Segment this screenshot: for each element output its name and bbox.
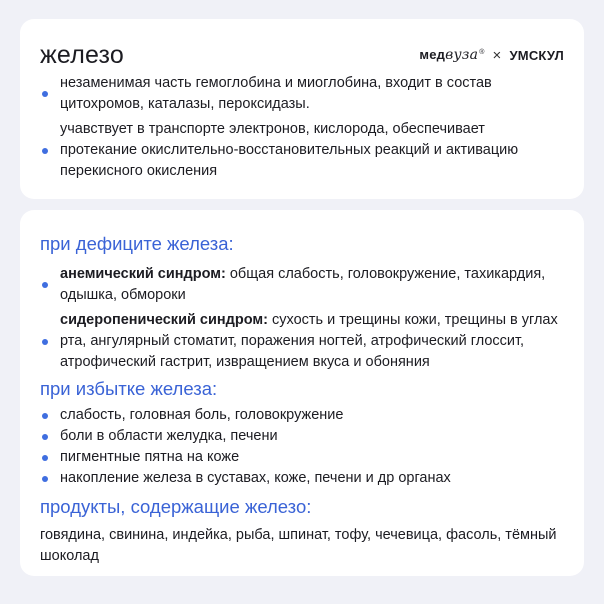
list-item: пигментные пятна на коже xyxy=(40,447,564,468)
details-card xyxy=(20,210,584,576)
list-item: анемический синдром: общая слабость, головокружение, тахикардия, одышка, обмороки xyxy=(40,264,564,306)
deficiency-list xyxy=(40,264,564,373)
bullet-icon xyxy=(42,91,48,97)
item-term: сидеропенический синдром: xyxy=(60,312,268,328)
list-item: учавствует в транспорте электронов, кислорода, обеспечивает протекание окислительно-восстановительных реакций и активацию перекисного окисления xyxy=(40,119,564,182)
deficiency-title: при дефиците железа: xyxy=(40,233,234,254)
excess-list xyxy=(40,405,564,489)
bullet-icon xyxy=(42,476,48,482)
functions-card xyxy=(20,19,584,199)
list-item: боли в области желудка, печени xyxy=(40,426,564,447)
brand-separator: × xyxy=(492,46,502,64)
bullet-icon xyxy=(42,413,48,419)
bullet-icon xyxy=(42,455,48,461)
bullet-icon xyxy=(42,339,48,345)
list-item: слабость, головная боль, головокружение xyxy=(40,405,564,426)
brand-part1: мед xyxy=(419,47,446,62)
brand-part3: УМСКУЛ xyxy=(509,47,564,63)
list-item: незаменимая часть гемоглобина и миоглобина, входит в состав цитохромов, каталазы, пероксидазы. xyxy=(40,73,564,115)
item-term: анемический синдром: xyxy=(60,266,226,282)
bullet-icon xyxy=(42,434,48,440)
functions-list xyxy=(40,73,564,182)
products-text: говядина, свинина, индейка, рыба, шпинат, тофу, чечевица, фасоль, тёмный шоколад xyxy=(40,527,557,564)
brand-reg: ® xyxy=(479,48,485,56)
list-item: сидеропенический синдром: сухость и трещины кожи, трещины в углах рта, ангулярный стоматит, поражения ногтей, атрофический глоссит, атрофический гастрит, извращением вкуса и обоняния xyxy=(40,310,564,373)
page-title: железо xyxy=(40,40,125,69)
excess-title: при избытке железа: xyxy=(40,378,218,399)
bullet-icon xyxy=(42,282,48,288)
brand-logo xyxy=(419,47,564,64)
brand-part2: вуза xyxy=(445,47,479,63)
products-title: продукты, содержащие железо: xyxy=(40,496,312,517)
bullet-icon xyxy=(42,148,48,154)
list-item: накопление железа в суставах, коже, печени и др органах xyxy=(40,468,564,489)
header-row xyxy=(40,41,564,69)
